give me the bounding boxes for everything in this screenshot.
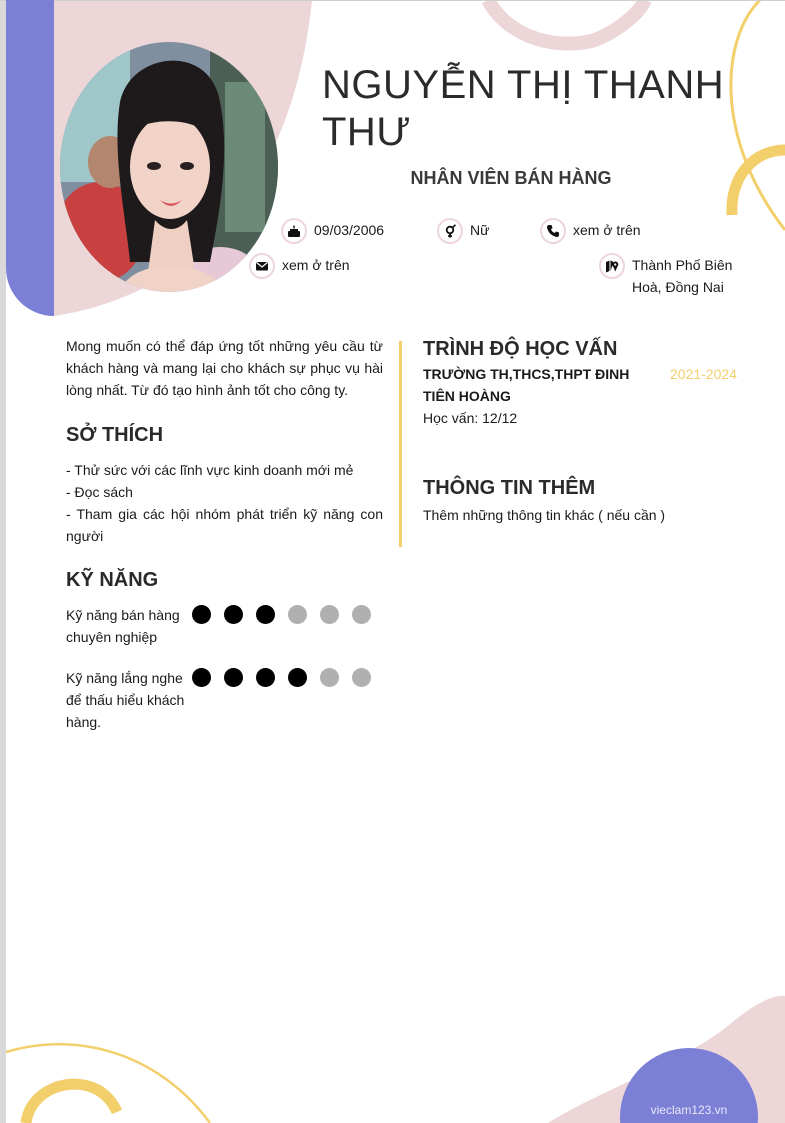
education-school: TRƯỜNG TH,THCS,THPT ĐINH TIÊN HOÀNG — [423, 366, 630, 404]
candidate-name: NGUYỄN THỊ THANH THƯ — [322, 63, 725, 154]
career-objective: Mong muốn có thể đáp ứng tốt những yêu cầu từ khách hàng và mang lại cho khách sự phục vụ hài lòng nhất. Từ đó tạo hình ảnh tốt cho công ty. — [66, 338, 383, 398]
profile-photo — [60, 42, 278, 292]
hobbies-heading: SỞ THÍCH — [66, 424, 164, 446]
gender-icon — [437, 218, 463, 244]
email-info — [249, 253, 350, 279]
rating-dot-filled — [288, 668, 307, 687]
rating-dot-empty — [320, 605, 339, 624]
page-edge-top — [0, 0, 785, 1]
hobbies-list — [66, 459, 383, 547]
column-divider — [399, 341, 402, 547]
phone-icon — [540, 218, 566, 244]
email-value: xem ở trên — [282, 257, 350, 273]
rating-dot-filled — [192, 668, 211, 687]
accent-sidebar — [6, 0, 54, 316]
extra-info-text: Thêm những thông tin khác ( nếu cần ) — [423, 507, 666, 523]
address-info — [599, 253, 749, 298]
skill-label: Kỹ năng lắng nghe để thấu hiểu khách hàng. — [66, 670, 185, 730]
map-pin-icon — [599, 253, 625, 279]
address-value: Thành Phố Biên Hoà, Đồng Nai — [632, 257, 733, 295]
rating-dot-filled — [256, 668, 275, 687]
skills-heading: KỸ NĂNG — [66, 569, 159, 591]
skill-rating — [192, 668, 384, 687]
birthday-value: 09/03/2006 — [314, 222, 385, 238]
profile-photo-illustration — [60, 42, 278, 292]
hobby-item: - Tham gia các hội nhóm phát triển kỹ năng con người — [66, 506, 383, 544]
phone-value: xem ở trên — [573, 222, 641, 238]
hobby-item: - Đọc sách — [66, 484, 133, 500]
rating-dot-empty — [352, 668, 371, 687]
rating-dot-filled — [224, 605, 243, 624]
gender-info — [437, 218, 489, 244]
gender-value: Nữ — [470, 222, 490, 238]
rating-dot-empty — [352, 605, 371, 624]
cake-icon — [281, 218, 307, 244]
hobby-item: - Thử sức với các lĩnh vực kinh doanh mới mẻ — [66, 462, 354, 478]
rating-dot-filled — [256, 605, 275, 624]
extra-info-heading: THÔNG TIN THÊM — [423, 477, 596, 499]
footer-brand: vieclam123.vn — [650, 1103, 728, 1117]
birthday-info — [281, 218, 384, 244]
education-heading: TRÌNH ĐỘ HỌC VẤN — [423, 338, 618, 360]
job-title: NHÂN VIÊN BÁN HÀNG — [410, 168, 612, 188]
rating-dot-empty — [320, 668, 339, 687]
rating-dot-empty — [288, 605, 307, 624]
mail-icon — [249, 253, 275, 279]
rating-dot-filled — [224, 668, 243, 687]
skill-label: Kỹ năng bán hàng chuyên nghiệp — [66, 607, 180, 645]
rating-dot-filled — [192, 605, 211, 624]
education-level: Học vấn: 12/12 — [423, 410, 518, 426]
education-years: 2021-2024 — [670, 366, 737, 382]
phone-info — [540, 218, 641, 244]
skill-rating — [192, 605, 384, 624]
